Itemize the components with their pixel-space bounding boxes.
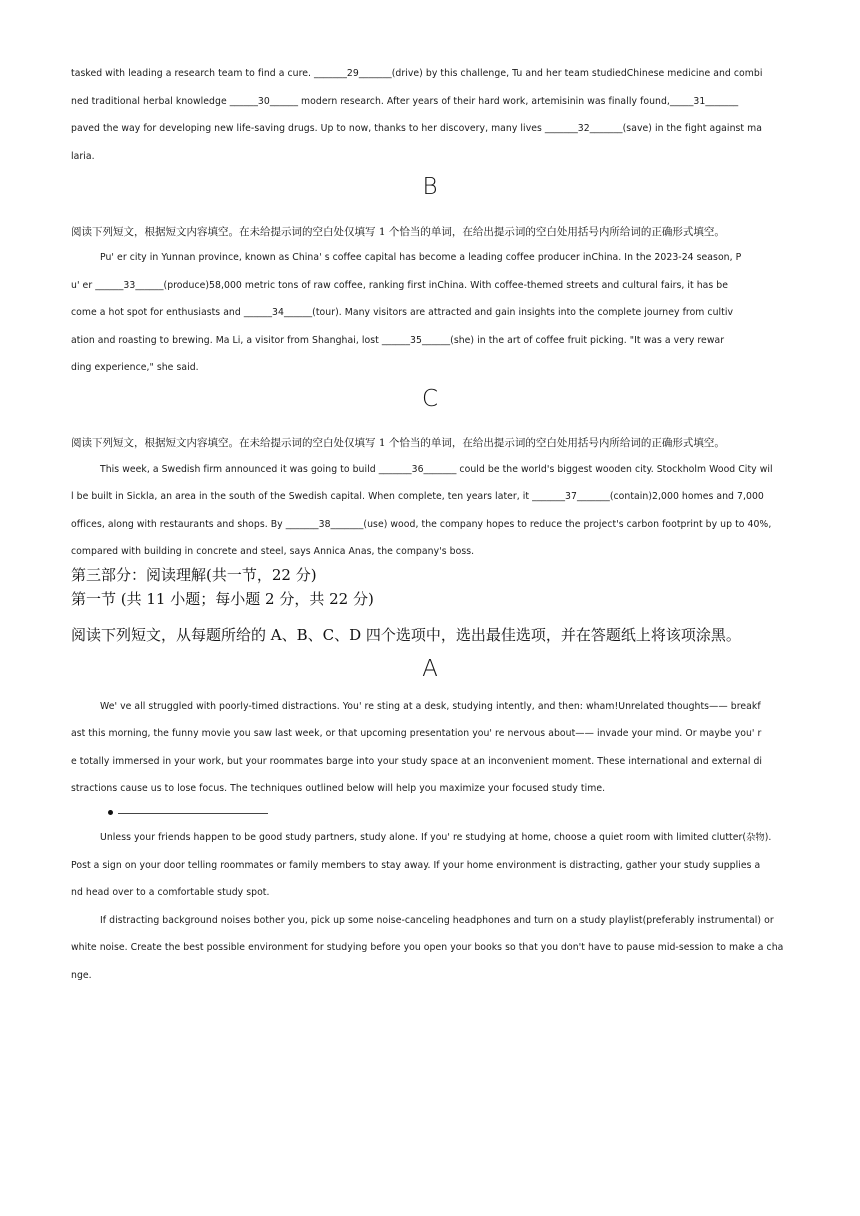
passage-line: e totally immersed in your work, but your roommates barge into your study space at an inconvenient moment. These international and external di [71,756,763,767]
passage-line: offices, along with restaurants and shops. By _______38_______(use) wood, the company hopes to reduce the project's carbon footprint by up to 40%, [71,519,772,530]
blank-underline [118,813,268,814]
section-heading-b: B [422,174,438,200]
passage-line: stractions cause us to lose focus. The techniques outlined below will help you maximize your focused study time. [71,783,606,794]
passage-line: come a hot spot for enthusiasts and ______34______(tour). Many visitors are attracted and gain insights into the complete journey from cultiv [71,307,734,318]
passage-line: tasked with leading a research team to find a cure. _______29_______(drive) by this challenge, Tu and her team studiedChinese medicine and combi [71,68,763,79]
part-three-title: 第三部分：阅读理解(共一节，22 分) [71,566,317,584]
passage-line: This week, a Swedish firm announced it was going to build _______36_______ could be the world's biggest wooden city. Stockholm Wood City wil [100,464,773,475]
passage-line: u' er ______33______(produce)58,000 metric tons of raw coffee, ranking first inChina. With coffee-themed streets and cultural fairs, it has be [71,280,729,291]
passage-line: ast this morning, the funny movie you saw last week, or that upcoming presentation you' re nervous about—— invade your mind. Or maybe you' r [71,728,762,739]
passage-line: ding experience," she said. [71,362,199,373]
section-heading-c: C [421,386,439,412]
passage-line: Post a sign on your door telling roommates or family members to stay away. If your home environment is distracting, gather your study supplies a [71,860,761,871]
passage-line: laria. [71,151,95,162]
passage-line: We' ve all struggled with poorly-timed distractions. You' re sting at a desk, studying intently, and then: wham!Unrelated thoughts—— breakf [100,701,761,712]
passage-line: nd head over to a comfortable study spot. [71,887,270,898]
passage-line: Unless your friends happen to be good study partners, study alone. If you' re studying at home, choose a quiet room with limited clutter(杂物). [100,832,772,843]
passage-line: white noise. Create the best possible environment for studying before you open your books so that you don't have to pause mid-session to make a cha [71,942,784,953]
passage-line: l be built in Sickla, an area in the south of the Swedish capital. When complete, ten years later, it _______37_______(contain)2,000 homes and 7,000 [71,491,764,502]
part-three-instruction: 阅读下列短文，从每题所给的 A、B、C、D 四个选项中，选出最佳选项，并在答题纸上将该项涂黑。 [71,626,741,644]
passage-line: compared with building in concrete and steel, says Annica Anas, the company's boss. [71,546,475,557]
passage-line: nge. [71,970,92,981]
passage-line: ned traditional herbal knowledge ______30______ modern research. After years of their hard work, artemisinin was finally found,_____31_______ [71,96,739,107]
section-heading-a: A [422,656,438,682]
passage-line: paved the way for developing new life-saving drugs. Up to now, thanks to her discovery, many lives _______32_______(save) in the fight against ma [71,123,762,134]
part-three-subtitle: 第一节 (共 11 小题；每小题 2 分，共 22 分) [71,590,374,608]
bullet-dot-icon [108,810,113,815]
passage-line: ation and roasting to brewing. Ma Li, a visitor from Shanghai, lost ______35______(she) in the art of coffee fruit picking. "It was a very rewar [71,335,725,346]
passage-line: Pu' er city in Yunnan province, known as China' s coffee capital has become a leading coffee producer inChina. In the 2023-24 season, P [100,252,742,263]
passage-line: If distracting background noises bother you, pick up some noise-canceling headphones and turn on a study playlist(preferably instrumental) or [100,915,774,926]
section-b-instruction: 阅读下列短文，根据短文内容填空。在未给提示词的空白处仅填写 1 个恰当的单词，在给出提示词的空白处用括号内所给词的正确形式填空。 [71,226,725,238]
section-c-instruction: 阅读下列短文，根据短文内容填空。在未给提示词的空白处仅填写 1 个恰当的单词，在给出提示词的空白处用括号内所给词的正确形式填空。 [71,437,725,449]
bullet-blank [108,808,288,820]
